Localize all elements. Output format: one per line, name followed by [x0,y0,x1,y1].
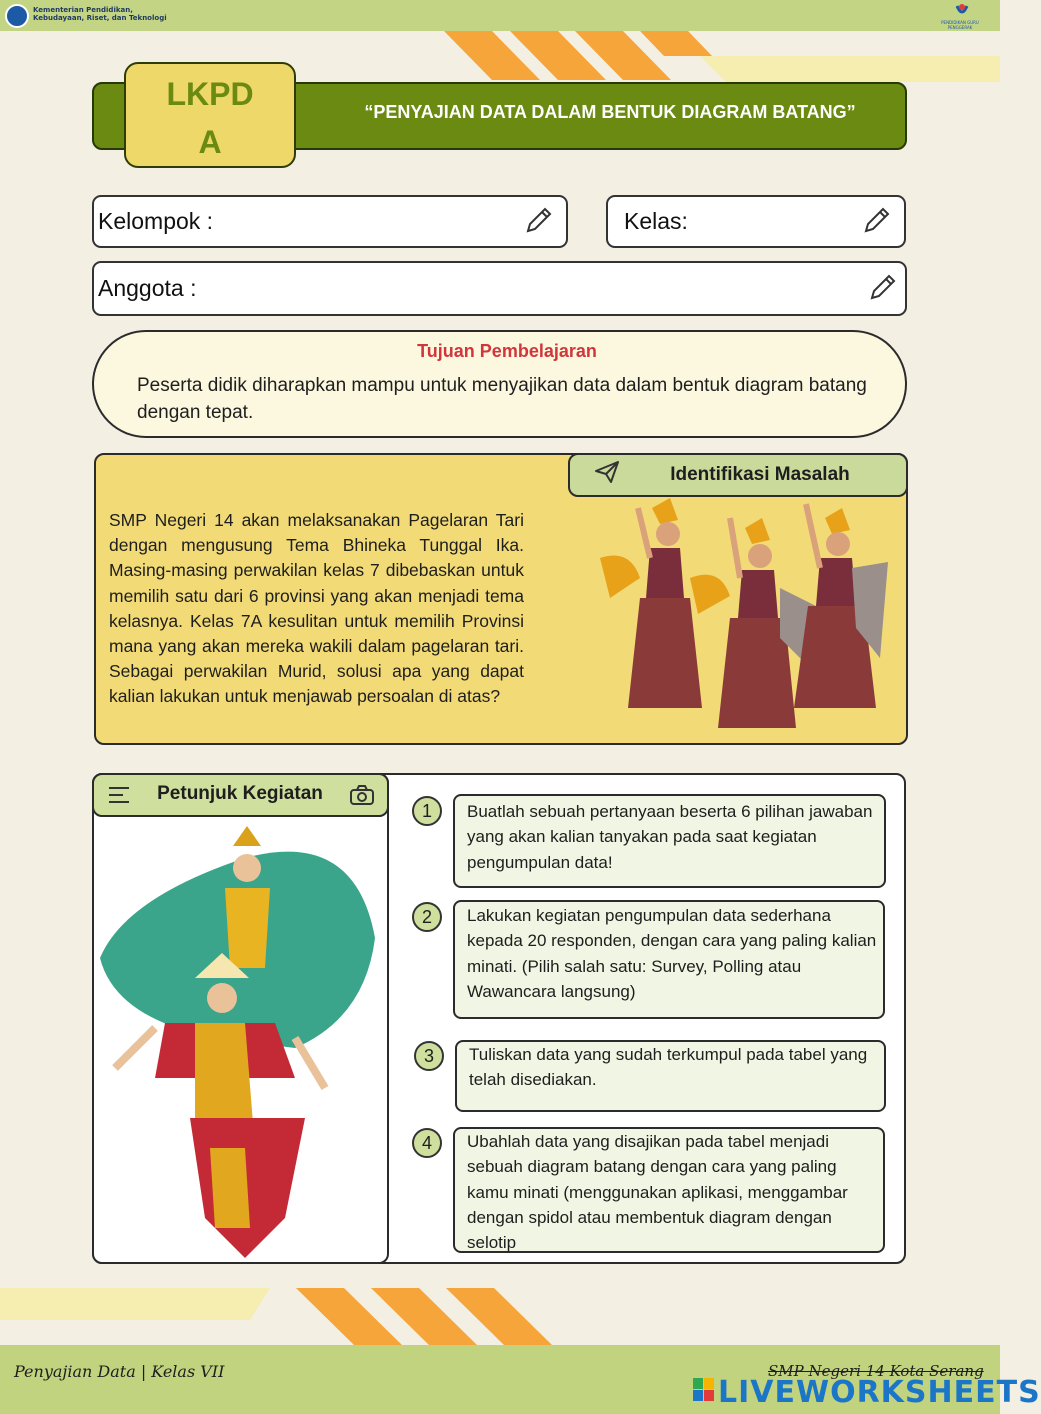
group-field-label: Kelompok : [98,208,214,234]
step-number: 4 [412,1128,442,1158]
footer-subject: Penyajian Data | Kelas VII [14,1362,225,1381]
problem-text: SMP Negeri 14 akan melaksanakan Pagelaran Tari dengan mengusung Tema Bhineka Tunggal Ika. Masing-masing perwakilan kelas 7 dibebaskan untuk memilih satu dari 6 provinsi yang akan menjadi tema kelasnya. Kelas 7A kesulitan untuk memilih Provinsi mana yang akan mereka wakili dalam pagelaran tari. Sebagai perwakilan Murid, solusi apa yang dapat kalian lakukan untuk menjawab persoalan di atas? [109,510,524,707]
step-number: 2 [412,902,442,932]
pencil-icon[interactable] [860,205,892,237]
step-text: Ubahlah data yang disajikan pada tabel menjadi sebuah diagram batang dengan cara yang paling kamu minati (menggunakan aplikasi, menggambar dengan spidol atau membentuk diagram dengan selotip [467,1132,848,1253]
lkpd-badge-line2: A [198,124,222,160]
menu-icon [107,785,131,805]
footer-school: SMP Negeri 14 Kota Serang [768,1362,984,1380]
camera-icon [349,784,375,806]
lkpd-badge-line1: LKPD [166,76,254,112]
step-text: Lakukan kegiatan pengumpulan data sederhana kepada 20 responden, dengan cara yang paling kalian minati. (Pilih salah satu: Survey, Polling atau Wawancara langsung) [467,906,877,1001]
step-text: Tuliskan data yang sudah terkumpul pada tabel yang telah disediakan. [469,1045,868,1090]
step-number: 1 [412,796,442,826]
lkpd-badge-text [124,70,296,166]
step-text: Buatlah sebuah pertanyaan beserta 6 pilihan jawaban yang akan kalian tanyakan pada saat kegiatan pengumpulan data! [467,802,873,872]
send-icon [594,460,620,484]
class-field-label: Kelas: [624,208,688,234]
step-number: 3 [414,1041,444,1071]
pencil-icon[interactable] [522,205,554,237]
learning-objective-title: Tujuan Pembelajaran [417,341,597,361]
program-name: PENDIDIKAN GURU PENGGERAK [941,20,979,30]
ministry-name: Kementerian Pendidikan, Kebudayaan, Riset, dan Teknologi [33,6,167,22]
learning-objective-text: Peserta didik diharapkan mampu untuk menyajikan data dalam bentuk diagram batang dengan tepat. [137,375,867,423]
pencil-icon[interactable] [866,272,898,304]
worksheet-title: “PENYAJIAN DATA DALAM BENTUK DIAGRAM BATANG” [364,102,856,122]
members-field-label: Anggota : [98,275,197,301]
liveworksheets-logo-icon [693,1378,715,1402]
dancers-illustration [580,488,900,744]
balinese-dancers-illustration [95,818,385,1260]
ministry-logo-icon [5,4,29,28]
activities-title: Petunjuk Kegiatan [157,783,323,804]
problem-title: Identifikasi Masalah [670,464,850,485]
members-field[interactable] [92,261,907,316]
liveworksheets-watermark: LIVEWORKSHEETS [718,1375,1041,1410]
